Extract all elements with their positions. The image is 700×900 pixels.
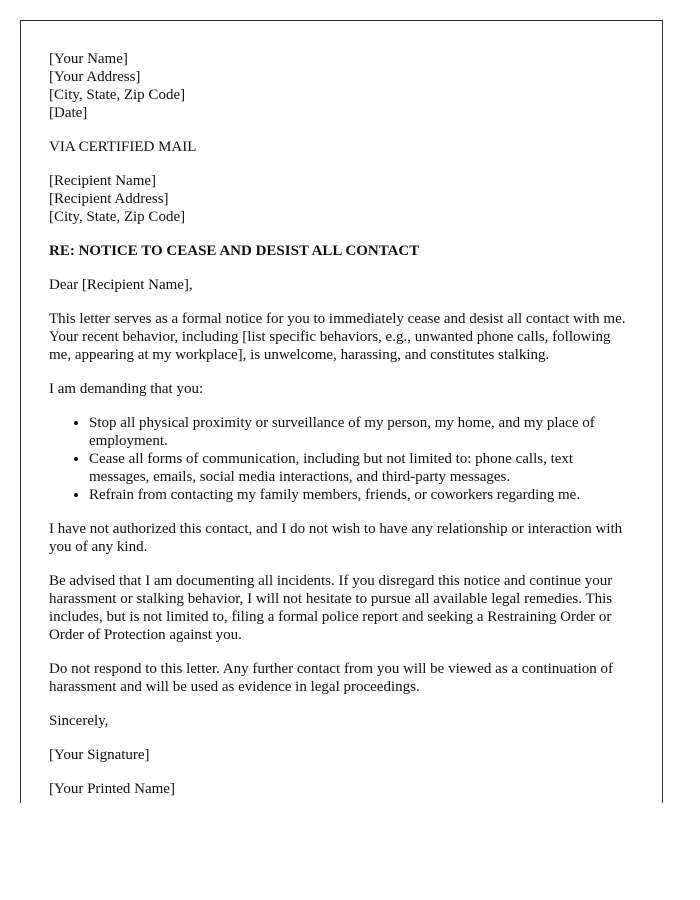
list-item: • Refrain from contacting my family members, friends, or coworkers regarding me. [89,486,632,504]
list-item: • Stop all physical proximity or surveillance of my person, my home, and my place of employment. [89,414,632,450]
list-item: • Cease all forms of communication, including but not limited to: phone calls, text messages, emails, social media interactions, and third-party messages. [89,450,632,486]
sender-city: [City, State, Zip Code] [49,87,186,103]
paragraph-authorization: I have not authorized this contact, and I do not wish to have any relationship or interaction with you of any kind. [49,521,623,555]
salutation: Dear [Recipient Name], [49,277,193,293]
subject-line: RE: NOTICE TO CEASE AND DESIST ALL CONTACT [49,243,420,259]
sender-street: [Your Address] [49,69,141,85]
paragraph-warning: Be advised that I am documenting all incidents. If you disregard this notice and continue your harassment or stalking behavior, I will not hesitate to pursue all available legal remedies. This includes, but is not limited to, filing a formal police report and seeking a Restraining Order or Order of Protection against you. [49,573,613,643]
paragraph-notice: This letter serves as a formal notice for you to immediately cease and desist all contact with me. Your recent behavior, including [list specific behaviors, e.g., unwanted phone calls, following me, appearing at my workplace], is unwelcome, harassing, and constitutes stalking. [49,311,626,363]
delivery-method: VIA CERTIFIED MAIL [49,139,197,155]
paragraph-no-response: Do not respond to this letter. Any further contact from you will be viewed as a continuation of harassment and will be used as evidence in legal proceedings. [49,661,614,695]
recipient-address [49,172,632,226]
recipient-city: [City, State, Zip Code] [49,209,186,225]
sender-name: [Your Name] [49,51,128,67]
printed-name: [Your Printed Name] [49,781,175,797]
sender-address [49,50,632,122]
letter-date: [Date] [49,105,88,121]
demand-intro: I am demanding that you: [49,381,204,397]
signature: [Your Signature] [49,747,150,763]
recipient-name: [Recipient Name] [49,173,157,189]
recipient-street: [Recipient Address] [49,191,169,207]
closing: Sincerely, [49,713,109,729]
letter-page [20,20,663,803]
demand-list [49,414,632,504]
